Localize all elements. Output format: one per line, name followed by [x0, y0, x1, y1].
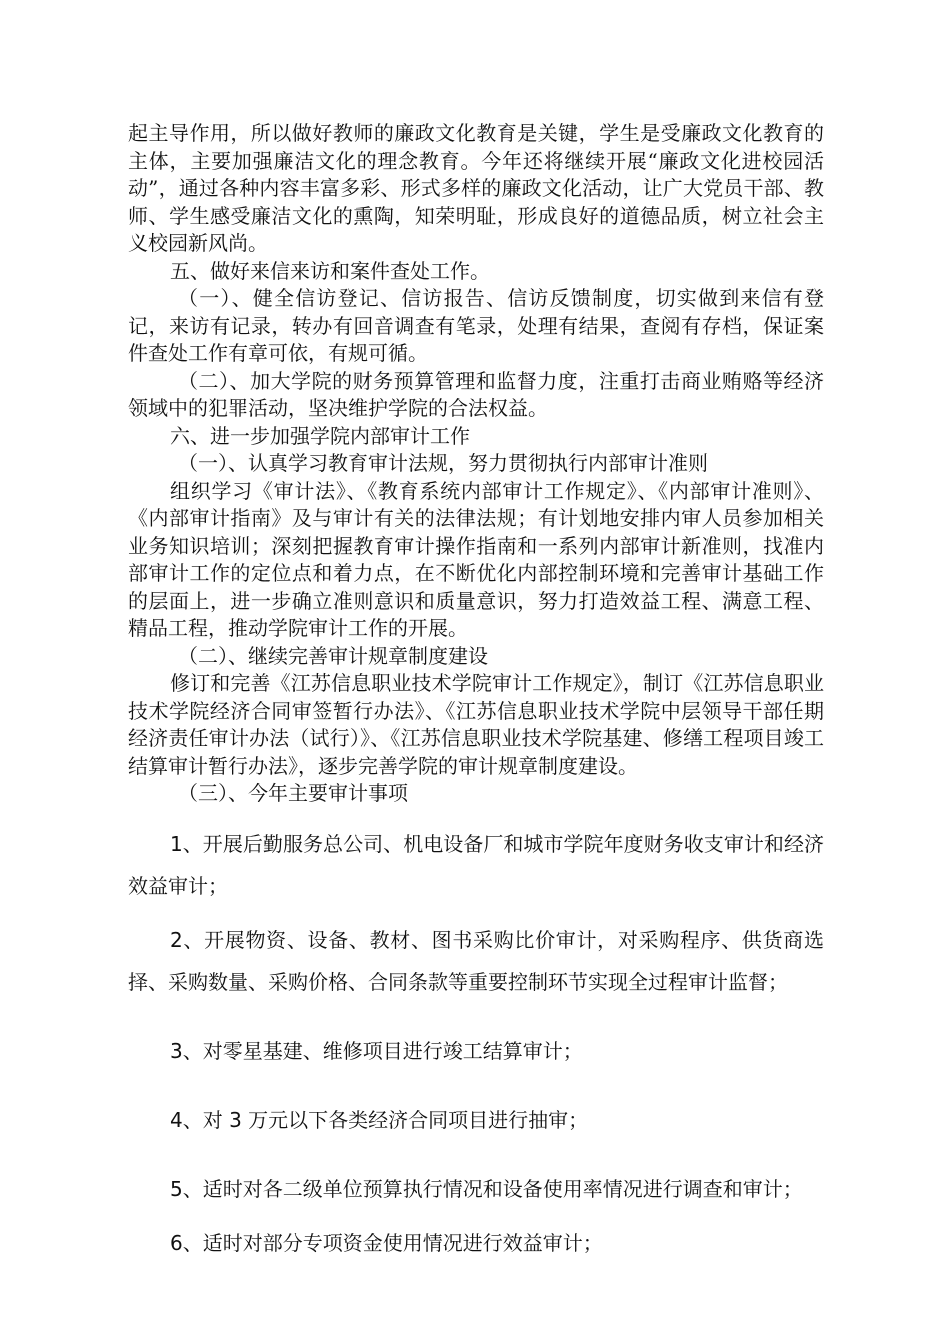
section-heading-6: 六、进一步加强学院内部审计工作 [170, 423, 470, 448]
audit-item: 5、适时对各二级单位预算执行情况和设备使用率情况进行调查和审计； [170, 1176, 803, 1201]
subsection-6-1-heading: （一）、认真学习教育审计法规，努力贯彻执行内部审计准则 [178, 451, 708, 475]
audit-item: 1、开展后勤服务总公司、机电设备厂和城市学院年度财务收支审计和经济效益审计； [128, 831, 824, 898]
subsection-6-2-heading: （二）、继续完善审计规章制度建设 [178, 643, 488, 668]
audit-item: 3、对零星基建、维修项目进行竣工结算审计； [170, 1038, 583, 1063]
paragraph-intro: 起主导作用，所以做好教师的廉政文化教育是关键，学生是受廉政文化教育的主体，主要加强廉洁文化的理念教育。今年还将继续开展“廉政文化进校园活动”，通过各种内容丰富多彩、形式多样的廉政文化活动，让广大党员干部、教师、学生感受廉洁文化的熏陶，知荣明耻，形成良好的道德品质，树立社会主义校园新风尚。 [128, 121, 824, 255]
subsection-6-2-body: 修订和完善《江苏信息职业技术学院审计工作规定》，制订《江苏信息职业技术学院经济合同审签暂行办法》、《江苏信息职业技术学院中层领导干部任期经济责任审计办法（试行）》、《江苏信息职业技术学院基建、修缮工程项目竣工结算审计暂行办法》，逐步完善学院的审计规章制度建设。 [128, 671, 824, 778]
subsection-6-3-heading: （三）、今年主要审计事项 [178, 781, 408, 805]
audit-item: 2、开展物资、设备、教材、图书采购比价审计，对采购程序、供货商选择、采购数量、采购价格、合同条款等重要控制环节实现全过程审计监督； [128, 927, 824, 994]
subsection-6-1-body: 组织学习《审计法》、《教育系统内部审计工作规定》、《内部审计准则》、《内部审计指南》及与审计有关的法律法规；有计划地安排内审人员参加相关业务知识培训；深刻把握教育审计操作指南和一系列内部审计新准则，找准内部审计工作的定位点和着力点，在不断优化内部控制环境和完善审计基础工作的层面上，进一步确立准则意识和质量意识，努力打造效益工程、满意工程、精品工程，推动学院审计工作的开展。 [128, 478, 824, 640]
subsection-5-2: （二）、加大学院的财务预算管理和监督力度，注重打击商业贿赂等经济领域中的犯罪活动，坚决维护学院的合法权益。 [128, 368, 824, 420]
audit-item: 6、适时对部分专项资金使用情况进行效益审计； [170, 1230, 603, 1255]
audit-items-list [128, 823, 824, 1264]
subsection-5-1: （一）、健全信访登记、信访报告、信访反馈制度，切实做到来信有登记，来访有记录，转办有回音调查有笔录，处理有结果，查阅有存档，保证案件查处工作有章可依，有规可循。 [128, 286, 824, 365]
document-body [128, 120, 824, 1264]
section-heading-5: 五、做好来信来访和案件查处工作。 [170, 258, 490, 283]
audit-item: 4、对 3 万元以下各类经济合同项目进行抽审； [170, 1107, 589, 1132]
